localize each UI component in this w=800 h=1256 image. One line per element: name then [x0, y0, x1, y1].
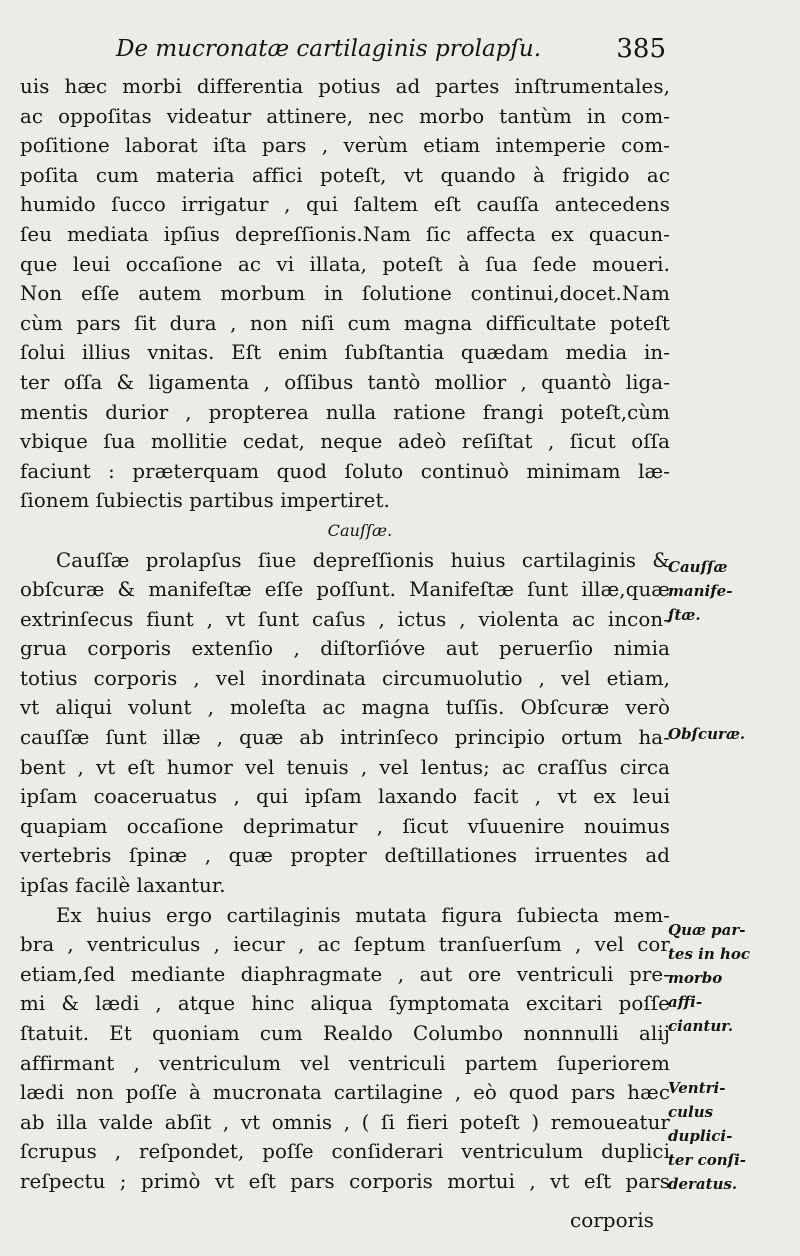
text-line: ipſam coaceruatus , qui ipſam laxando facit , vt ex leui [20, 785, 670, 809]
text-line: ſtatuit. Et quoniam cum Realdo Columbo nonnnulli alij [20, 1022, 670, 1045]
margin-note-line: tes in hoc [668, 945, 751, 963]
text-line: Ex huius ergo cartilaginis mutata figura ſubiecta mem- [56, 903, 670, 927]
margin-note-affected-parts [668, 918, 750, 1038]
text-line: mentis durior , propterea nulla ratione frangi poteſt,cùm [20, 400, 670, 424]
text-line: bra , ventriculus , iecur , ac ſeptum tranſuerſum , vel cor [20, 933, 670, 957]
margin-note-line: duplici- [668, 1127, 733, 1145]
paragraph-1 [20, 72, 670, 516]
margin-note-line: Quæ par- [668, 921, 746, 939]
margin-note-line: Obſcuræ. [668, 725, 746, 743]
text-line: quapiam occaſione deprimatur , ſicut vſuuenire nouimus [20, 814, 670, 838]
text-line: lædi non poſſe à mucronata cartilagine , eò quod pars hæc [20, 1081, 670, 1105]
running-header [116, 36, 666, 70]
margin-note-line: culus [668, 1103, 714, 1121]
margin-note-line: Cauſſæ [668, 558, 728, 576]
page-number: 385 [616, 34, 666, 64]
margin-note-line: ciantur. [668, 1017, 734, 1035]
paragraph-2 [20, 546, 670, 901]
text-line: poſitione laborat iſta pars , verùm etiam intemperie com- [20, 134, 670, 158]
text-line: grua corporis extenſio , diſtorſióve aut peruerſio nimia [20, 637, 670, 661]
margin-note-causes-obscure [668, 722, 745, 746]
text-line: ab illa valde abſit , vt omnis , ( ſi fieri poteſt ) remoueatur [20, 1110, 670, 1134]
margin-note-line: deratus. [668, 1175, 738, 1193]
text-line: uis hæc morbi differentia potius ad partes inſtrumentales, [20, 75, 670, 98]
text-line: etiam,ſed mediante diaphragmate , aut ore ventriculi pre- [20, 962, 670, 986]
text-line: totius corporis , vel inordinata circumuolutio , vel etiam, [20, 666, 670, 690]
text-line: bent , vt eſt humor vel tenuis , vel lentus; ac craſſus circa [20, 755, 670, 779]
paragraph-3 [20, 901, 670, 1197]
text-line: ſcrupus , reſpondet, poſſe conſiderari ventriculum duplici [20, 1140, 670, 1164]
margin-note-line: manife- [668, 582, 733, 600]
margin-note-line: morbo [668, 969, 723, 987]
text-line: ter oſſa & ligamenta , oſſibus tantò mollior , quantò liga- [20, 370, 670, 394]
margin-note-line: ter conſi- [668, 1151, 747, 1169]
text-line: ſolui illius vnitas. Eſt enim ſubſtantia quædam media in- [20, 341, 670, 365]
text-line: ac oppoſitas videatur attinere, nec morbo tantùm in com- [20, 104, 670, 128]
text-line: Non eſſe autem morbum in ſolutione continui,docet.Nam [20, 282, 670, 306]
text-line: ſeu mediata ipſius depreſſionis.Nam ſic affecta ex quacun- [20, 222, 670, 246]
margin-note-line: Ventri- [668, 1079, 726, 1097]
text-line: reſpectu ; primò vt eſt pars corporis mortui , vt eſt pars [20, 1169, 670, 1193]
text-line: cùm pars ſit dura , non niſi cum magna difficultate poteſt [20, 311, 670, 335]
text-line: affirmant , ventriculum vel ventriculi partem ſuperiorem [20, 1051, 670, 1075]
text-line: cauſſæ ſunt illæ , quæ ab intrinſeco principio ortum ha- [20, 726, 670, 750]
text-line: obſcuræ & manifeſtæ eſſe poſſunt. Manifeſtæ ſunt illæ,quæ [20, 578, 670, 602]
text-line: Cauſſæ prolapſus ſiue depreſſionis huius cartilaginis & [56, 548, 670, 572]
text-line: poſita cum materia affici poteſt, vt quando à frigido ac [20, 163, 670, 187]
text-line: vt aliqui volunt , moleſta ac magna tuſſis. Obſcuræ verò [20, 696, 670, 720]
text-line: vbique ſua mollitie cedat, neque adeò reſiſtat , ſicut oſſa [20, 430, 670, 454]
catchword: corporis [570, 1208, 654, 1232]
text-line: que leui occaſione ac vi illata, poteſt à ſua ſede moueri. [20, 252, 670, 276]
text-line: mi & lædi , atque hinc aliqua ſymptomata excitari poſſe [20, 992, 670, 1016]
text-line: vertebris ſpinæ , quæ propter deſtillationes irruentes ad [20, 844, 670, 868]
section-heading: Cauſſæ. [327, 520, 393, 540]
text-line: extrinſecus fiunt , vt ſunt caſus , ictus , violenta ac incon- [20, 607, 670, 631]
margin-note-line: affi- [668, 993, 703, 1011]
text-line: ſionem ſubiectis partibus impertiret. [20, 489, 390, 513]
text-line: ipſas facilè laxantur. [20, 874, 226, 898]
margin-note-causes-manifest [668, 555, 732, 627]
margin-note-line: ſtæ. [668, 606, 701, 624]
main-text-block [20, 72, 670, 1197]
running-title: De mucronatæ cartilaginis prolapſu. [116, 36, 542, 62]
margin-note-stomach [668, 1076, 746, 1196]
text-line: faciunt : præterquam quod ſoluto continuò minimam læ- [20, 459, 670, 483]
text-line: humido ſucco irrigatur , qui ſaltem eſt cauſſa antecedens [20, 193, 670, 217]
